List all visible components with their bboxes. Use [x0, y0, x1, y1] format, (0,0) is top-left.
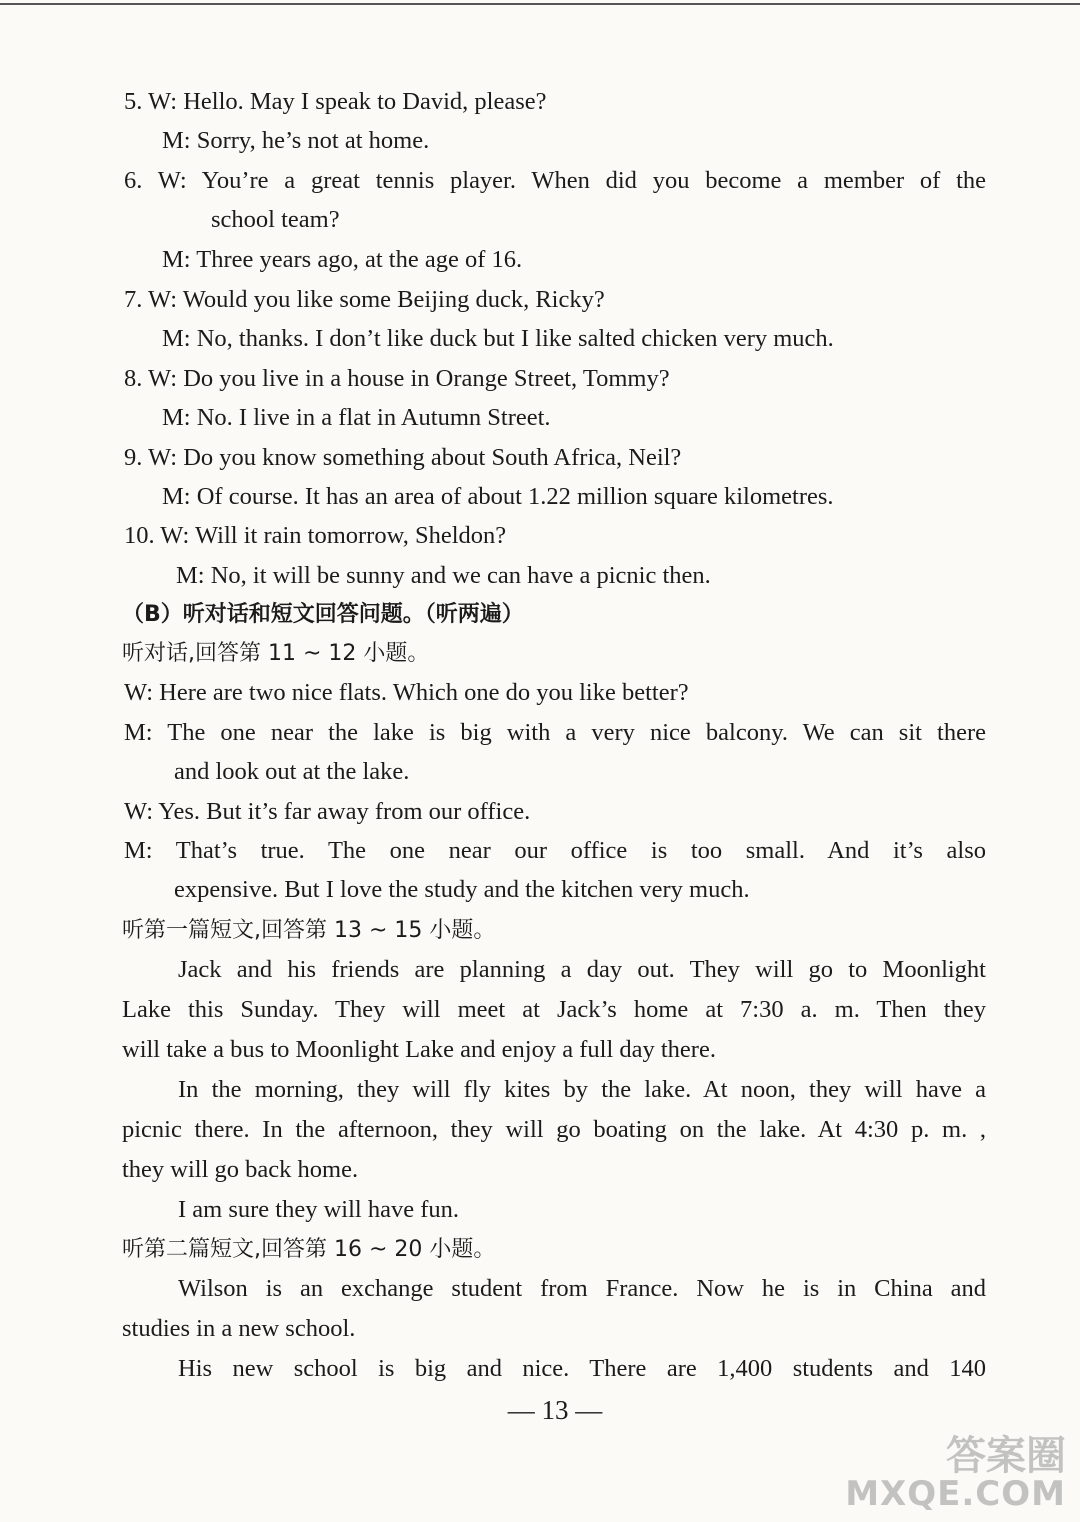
dialogue-line: 8. W: Do you live in a house in Orange Street, Tommy? [124, 365, 670, 392]
dialogue-line: W: Yes. But it’s far away from our office. [124, 798, 531, 825]
dialogue-line: M: The one near the lake is big with a very nice balcony. We can sit there [124, 719, 986, 746]
page-number: — 13 — [507, 1395, 603, 1425]
dialogue-line: M: Three years ago, at the age of 16. [162, 246, 523, 273]
passage-line: studies in a new school. [122, 1315, 356, 1342]
dialogue-line: M: No, thanks. I don’t like duck but I like salted chicken very much. [162, 325, 834, 352]
section-heading: （B）听对话和短文回答问题。（听两遍） [122, 602, 524, 627]
watermark-logo [845, 1433, 1066, 1514]
dialogue-line: 6. W: You’re a great tennis player. When did you become a member of the [124, 167, 986, 194]
watermark-url: MXQE.COM [845, 1474, 1066, 1514]
passage-line: His new school is big and nice. There are 1,400 students and 140 [178, 1355, 986, 1382]
passage-line: picnic there. In the afternoon, they will go boating on the lake. At 4:30 p. m. , [122, 1116, 986, 1143]
dialogue-line: 10. W: Will it rain tomorrow, Sheldon? [124, 522, 507, 549]
dialogue-line: M: Sorry, he’s not at home. [162, 127, 430, 154]
instruction-line: 听第一篇短文,回答第 13 ~ 15 小题。 [122, 918, 496, 943]
instruction-line: 听对话,回答第 11 ~ 12 小题。 [122, 641, 430, 666]
dialogue-line: 5. W: Hello. May I speak to David, please? [124, 88, 547, 115]
dialogue-line: M: Of course. It has an area of about 1.22 million square kilometres. [162, 483, 834, 510]
passage-line: will take a bus to Moonlight Lake and enjoy a full day there. [122, 1036, 716, 1063]
passage-line: they will go back home. [122, 1156, 359, 1183]
dialogue-line: and look out at the lake. [174, 758, 410, 785]
passage-line: Jack and his friends are planning a day out. They will go to Moonlight [178, 956, 986, 983]
passage-line: Wilson is an exchange student from France. Now he is in China and [178, 1275, 986, 1302]
dialogue-line: M: No, it will be sunny and we can have a picnic then. [176, 562, 711, 589]
dialogue-line: M: That’s true. The one near our office is too small. And it’s also [124, 837, 986, 864]
dialogue-line: 9. W: Do you know something about South Africa, Neil? [124, 444, 682, 471]
top-rule [0, 3, 1080, 5]
dialogue-line: W: Here are two nice flats. Which one do you like better? [124, 679, 689, 706]
dialogue-line: expensive. But I love the study and the kitchen very much. [174, 876, 750, 903]
dialogue-line: M: No. I live in a flat in Autumn Street. [162, 404, 551, 431]
passage-line: Lake this Sunday. They will meet at Jack’s home at 7:30 a. m. Then they [122, 996, 986, 1023]
dialogue-line: 7. W: Would you like some Beijing duck, Ricky? [124, 286, 605, 313]
passage-line: I am sure they will have fun. [178, 1196, 459, 1223]
watermark-text: 答案圈 [946, 1433, 1066, 1479]
passage-line: In the morning, they will fly kites by the lake. At noon, they will have a [178, 1076, 986, 1103]
instruction-line: 听第二篇短文,回答第 16 ~ 20 小题。 [122, 1237, 496, 1262]
dialogue-line: school team? [211, 206, 340, 233]
